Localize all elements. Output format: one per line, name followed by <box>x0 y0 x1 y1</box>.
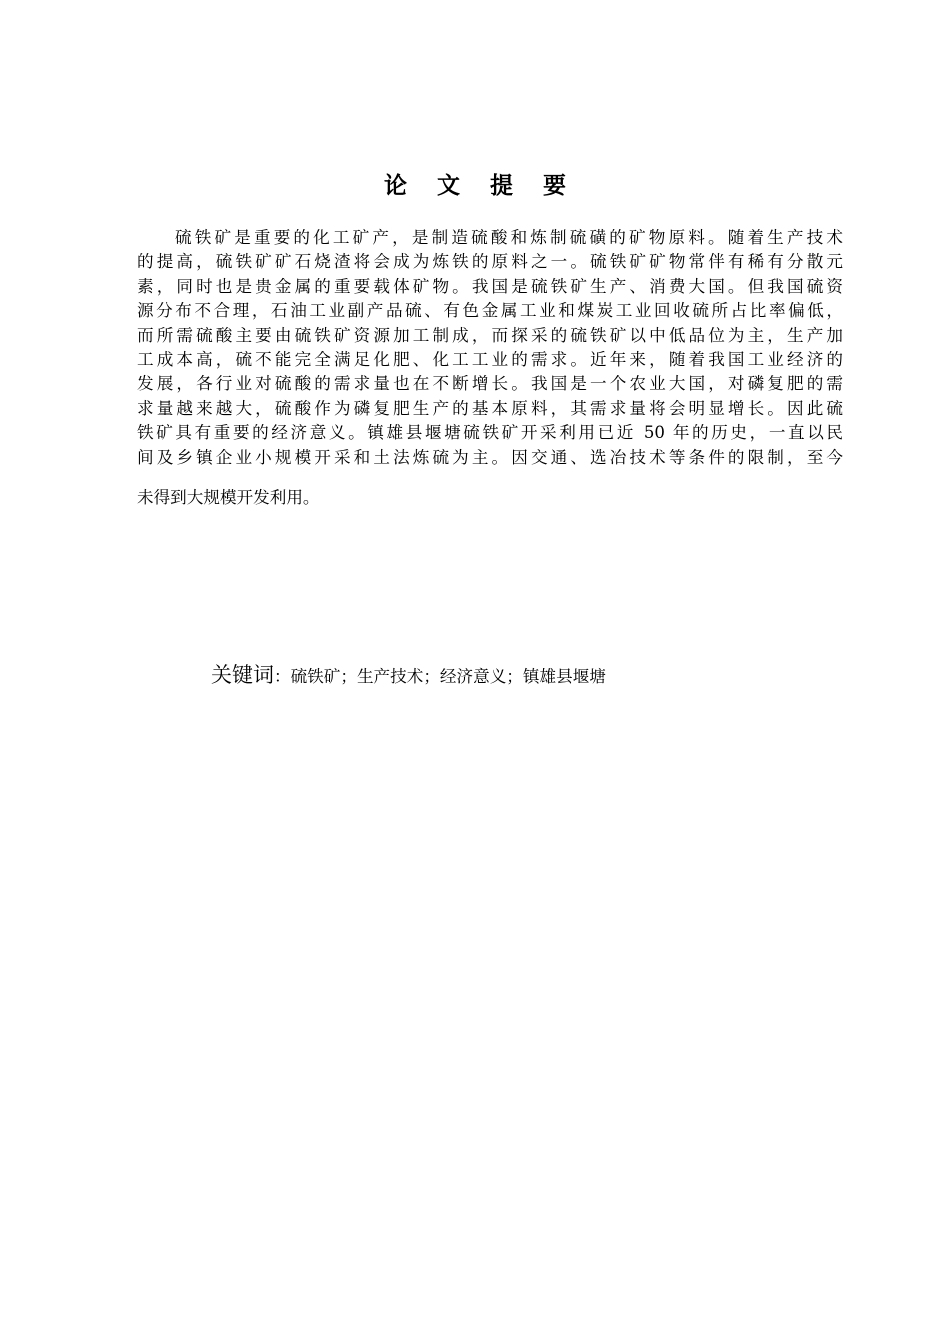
page-title: 论 文 提 要 <box>383 173 578 199</box>
abstract-line: 求量越来越大，硫酸作为磷复肥生产的基本原料，其需求量将会明显增长。因此硫 <box>137 398 843 418</box>
abstract-body <box>137 226 843 510</box>
abstract-line: 的提高，硫铁矿矿石烧渣将会成为炼铁的原料之一。硫铁矿矿物常伴有稀有分散元 <box>137 252 843 272</box>
abstract-line: 未得到大规模开发利用。 <box>137 488 320 508</box>
keywords <box>211 660 606 692</box>
abstract-line: 源分布不合理，石油工业副产品硫、有色金属工业和煤炭工业回收硫所占比率偏低， <box>137 301 843 321</box>
abstract-line: 素，同时也是贵金属的重要载体矿物。我国是硫铁矿生产、消费大国。但我国硫资 <box>137 276 843 296</box>
abstract-line: 间及乡镇企业小规模开采和土法炼硫为主。因交通、选冶技术等条件的限制，至今 <box>137 447 843 467</box>
keywords-value: ：硫铁矿；生产技术；经济意义；镇雄县堰塘 <box>274 667 606 686</box>
keywords-label: 关键词 <box>211 663 274 687</box>
abstract-line: 工成本高，硫不能完全满足化肥、化工工业的需求。近年来，随着我国工业经济的 <box>137 350 843 370</box>
abstract-line: 而所需硫酸主要由硫铁矿资源加工制成，而探采的硫铁矿以中低品位为主，生产加 <box>137 325 843 345</box>
abstract-line: 硫铁矿是重要的化工矿产，是制造硫酸和炼制硫磺的矿物原料。随着生产技术 <box>175 228 843 247</box>
abstract-line: 铁矿具有重要的经济意义。镇雄县堰塘硫铁矿开采利用已近 50 年的历史，一直以民 <box>137 423 843 443</box>
abstract-line: 发展，各行业对硫酸的需求量也在不断增长。我国是一个农业大国，对磷复肥的需 <box>137 374 843 394</box>
